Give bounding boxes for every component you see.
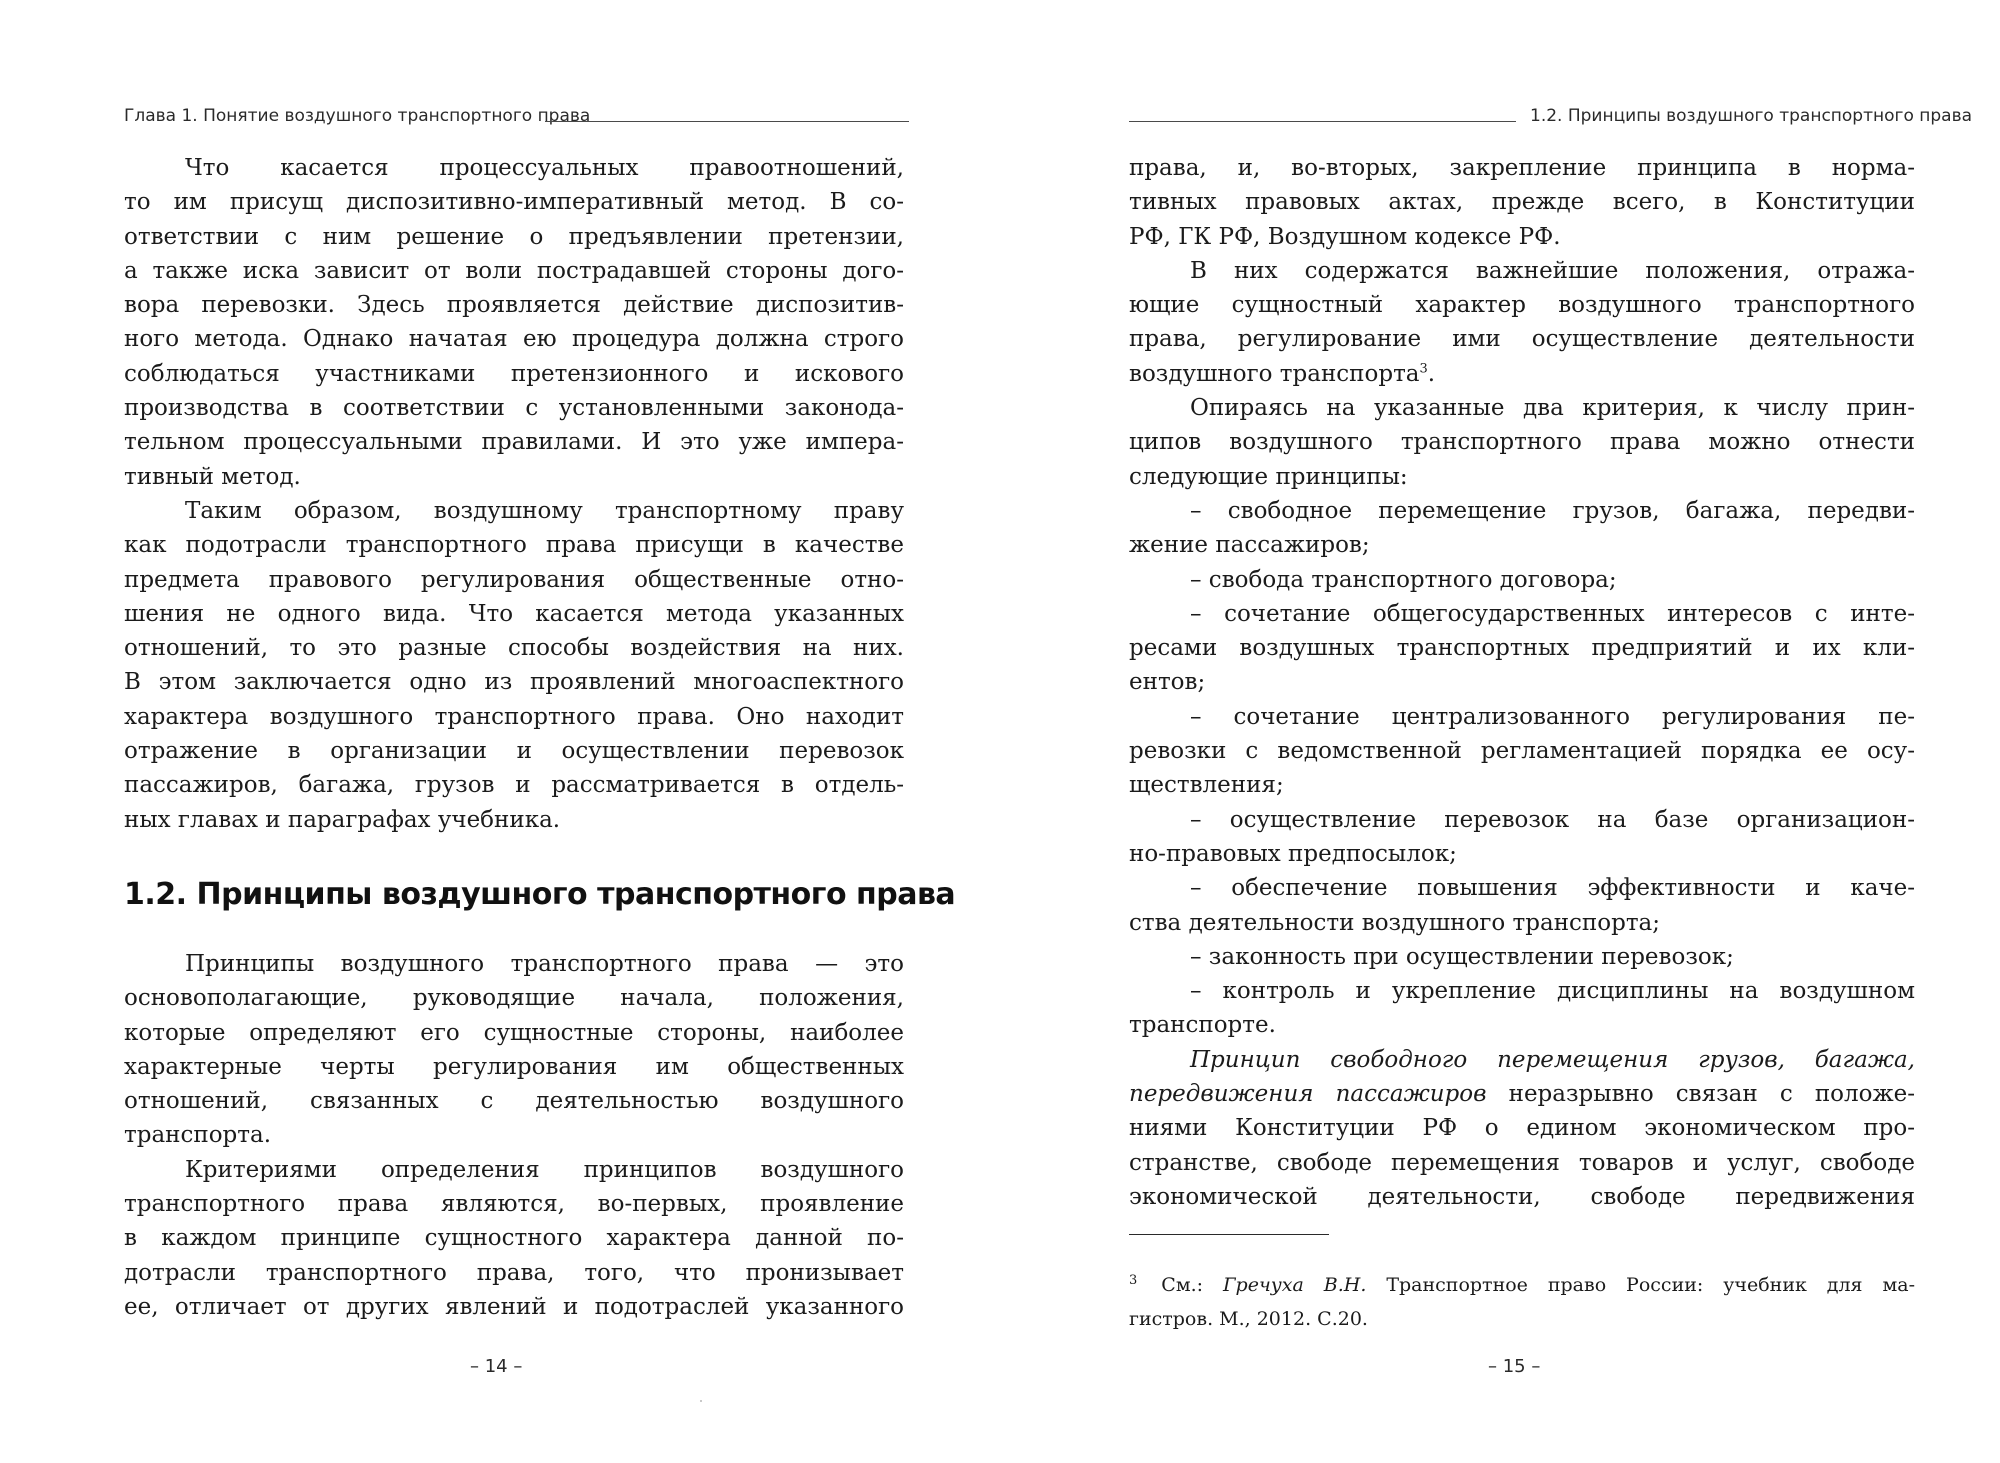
text-line: Что касается процессуальных правоотношений, — [185, 155, 904, 181]
footnote-reference[interactable]: 3 — [1419, 361, 1428, 377]
text-line: транспортного права являются, во-первых, проявление — [124, 1191, 904, 1218]
text-line: характерные черты регулирования им общественных — [124, 1053, 904, 1080]
list-item-continuation: но-правовых предпосылок; — [1129, 840, 1457, 867]
running-head-rule-right — [1129, 121, 1516, 122]
list-item: – свободное перемещение грузов, багажа, передви- — [1190, 497, 1915, 524]
text-line: шения не одного вида. Что касается метода указанных — [124, 600, 904, 627]
running-head-right: 1.2. Принципы воздушного транспортного права — [1530, 106, 1973, 126]
text-line: Опираясь на указанные два критерия, к числу прин- — [1190, 395, 1915, 422]
text-line: отношений, то это разные способы воздействия на них. — [124, 635, 904, 662]
italic-fragment: передвижения пассажиров — [1129, 1081, 1487, 1108]
footnote-line: гистров. М., 2012. С.20. — [1129, 1308, 1368, 1330]
text-line: производства в соответствии с установленными законода- — [124, 395, 904, 422]
list-item: – обеспечение повышения эффективности и каче- — [1190, 875, 1915, 902]
text-line: ного метода. Однако начатая ею процедура должна строго — [124, 326, 904, 353]
list-item-continuation: ресами воздушных транспортных предприятий и их кли- — [1129, 635, 1915, 662]
text-line: РФ, ГК РФ, Воздушном кодексе РФ. — [1129, 223, 1561, 250]
page-number-left: – 14 – — [470, 1356, 523, 1377]
list-item: – контроль и укрепление дисциплины на воздушном — [1190, 978, 1915, 1005]
footnote-line — [1129, 1268, 1915, 1302]
scan-speck — [700, 1400, 702, 1402]
text-line: ципов воздушного транспортного права можно отнести — [1129, 429, 1915, 456]
list-item-continuation: транспорте. — [1129, 1012, 1276, 1039]
text-fragment: См.: — [1161, 1274, 1223, 1296]
text-line: права, регулирование ими осуществление деятельности — [1129, 326, 1915, 353]
text-line: транспорта. — [124, 1122, 272, 1149]
list-item: – свобода транспортного договора; — [1190, 566, 1617, 593]
text-line: дотрасли транспортного права, того, что пронизывает — [124, 1259, 904, 1286]
list-item: – сочетание централизованного регулирования пе- — [1190, 703, 1915, 730]
list-item: – осуществление перевозок на базе организацион- — [1190, 806, 1915, 833]
left-text-block-1 — [124, 151, 904, 837]
text-line: Принципы воздушного транспортного права — это — [185, 951, 904, 977]
text-line: отражение в организации и осуществлении перевозок — [124, 738, 904, 765]
text-line: тивных правовых актах, прежде всего, в Конституции — [1129, 189, 1915, 216]
text-line: ее, отличает от других явлений и подотраслей указанного — [124, 1293, 904, 1320]
list-item: – сочетание общегосударственных интересов с инте- — [1190, 600, 1915, 627]
footnote-author: Гречуха В.Н. — [1222, 1274, 1367, 1296]
list-item: – законность при осуществлении перевозок; — [1190, 943, 1734, 970]
text-line-italic: Принцип свободного перемещения грузов, багажа, — [1190, 1046, 1915, 1073]
page-number-right: – 15 – — [1488, 1356, 1541, 1377]
text-line: тельном процессуальными правилами. И это уже импера- — [124, 429, 904, 456]
text-line: ющие сущностный характер воздушного транспортного — [1129, 292, 1915, 319]
text-line: экономической деятельности, свободе передвижения — [1129, 1183, 1915, 1210]
text-line: ответствии с ним решение о предъявлении претензии, — [124, 223, 904, 250]
text-line: следующие принципы: — [1129, 463, 1408, 490]
text-fragment: . — [1427, 360, 1436, 387]
text-line: В них содержатся важнейшие положения, отража- — [1190, 257, 1915, 284]
right-page — [1000, 0, 2000, 1463]
text-line — [1129, 1077, 1915, 1111]
text-line: странстве, свободе перемещения товаров и услуг, свободе — [1129, 1149, 1915, 1176]
list-item-continuation: жение пассажиров; — [1129, 532, 1370, 559]
text-line: Таким образом, воздушному транспортному праву — [185, 497, 904, 524]
text-line: ниями Конституции РФ о едином экономическом про- — [1129, 1115, 1915, 1142]
right-text-block — [1129, 151, 1915, 1214]
text-line: отношений, связанных с деятельностью воздушного — [124, 1088, 904, 1115]
text-line: то им присущ диспозитивно-императивный метод. В со- — [124, 189, 904, 216]
text-line: права, и, во-вторых, закрепление принципа в норма- — [1129, 155, 1915, 181]
text-line: как подотрасли транспортного права присущи в качестве — [124, 532, 904, 559]
text-line: В этом заключается одно из проявлений многоаспектного — [124, 669, 904, 696]
text-line: Критериями определения принципов воздушного — [185, 1156, 904, 1183]
text-line: предмета правового регулирования общественные отно- — [124, 566, 904, 593]
text-line: в каждом принципе сущностного характера данной по- — [124, 1225, 904, 1252]
list-item-continuation: ществления; — [1129, 772, 1284, 799]
list-item-continuation: ентов; — [1129, 669, 1206, 696]
footnote — [1129, 1268, 1915, 1336]
text-line: тивный метод. — [124, 463, 301, 490]
text-line: пассажиров, багажа, грузов и рассматривается в отдель- — [124, 772, 904, 799]
text-line — [1129, 357, 1915, 391]
text-line: основополагающие, руководящие начала, положения, — [124, 985, 904, 1012]
section-heading: 1.2. Принципы воздушного транспортного права — [124, 877, 956, 912]
list-item-continuation: ства деятельности воздушного транспорта; — [1129, 909, 1661, 936]
text-line: ных главах и параграфах учебника. — [124, 806, 561, 833]
text-line: характера воздушного транспортного права. Оно находит — [124, 703, 904, 730]
text-line: вора перевозки. Здесь проявляется действие диспозитив- — [124, 292, 904, 319]
list-item-continuation: ревозки с ведомственной регламентацией порядка ее осу- — [1129, 738, 1915, 765]
text-line: соблюдаться участниками претензионного и искового — [124, 360, 904, 387]
running-head-left: Глава 1. Понятие воздушного транспортного права — [124, 106, 591, 126]
footnote-rule — [1129, 1234, 1329, 1235]
left-text-block-2 — [124, 947, 904, 1324]
text-fragment: воздушного транспорта — [1129, 360, 1420, 387]
running-head-rule-left — [545, 121, 909, 122]
text-fragment: Транспортное право России: учебник для ма- — [1366, 1274, 1915, 1296]
text-fragment: неразрывно связан с положе- — [1486, 1081, 1915, 1108]
text-line: а также иска зависит от воли пострадавшей стороны дого- — [124, 257, 904, 284]
footnote-mark: 3 — [1129, 1272, 1138, 1288]
text-line: которые определяют его сущностные стороны, наиболее — [124, 1019, 904, 1046]
